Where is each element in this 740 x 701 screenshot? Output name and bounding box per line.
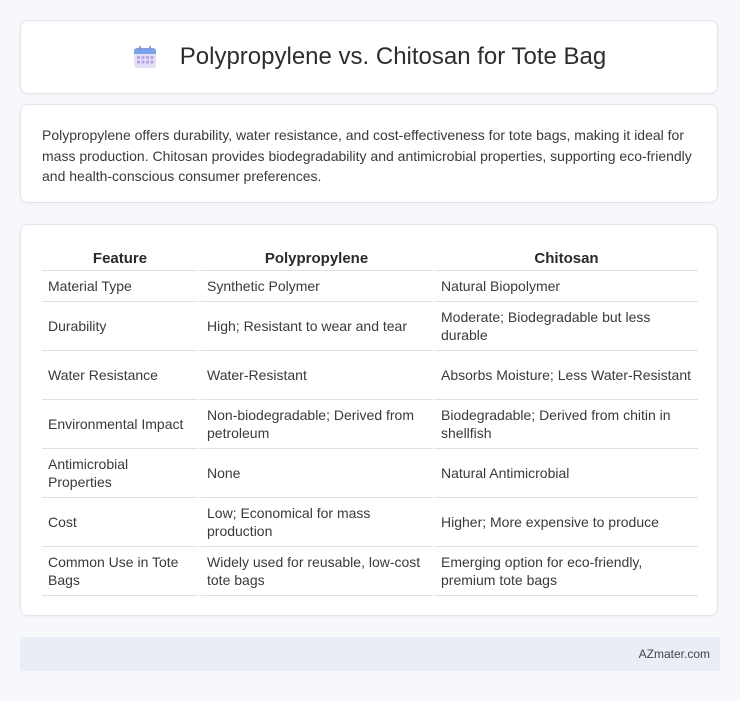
chitosan-cell: Absorbs Moisture; Less Water-Resistant bbox=[432, 351, 698, 400]
header-polypropylene: Polypropylene bbox=[198, 245, 432, 271]
chitosan-cell: Moderate; Biodegradable but less durable bbox=[432, 302, 698, 351]
chitosan-cell: Higher; More expensive to produce bbox=[432, 498, 698, 547]
polypropylene-cell: None bbox=[198, 449, 432, 498]
header-feature: Feature bbox=[42, 245, 198, 271]
table-row bbox=[42, 547, 698, 596]
page-title: Polypropylene vs. Chitosan for Tote Bag bbox=[179, 43, 607, 70]
table-row bbox=[42, 302, 698, 351]
feature-cell: Material Type bbox=[42, 271, 198, 302]
title-card bbox=[20, 20, 718, 94]
summary-text: Polypropylene offers durability, water resistance, and cost-effectiveness for tote bags, making it ideal for mass production. Chitosan provides biodegradability and antimicrobial properties, supporting eco-friendly and health-conscious consumer preferences. bbox=[42, 127, 692, 184]
feature-cell: Cost bbox=[42, 498, 198, 547]
polypropylene-cell: High; Resistant to wear and tear bbox=[198, 302, 432, 351]
table-row bbox=[42, 449, 698, 498]
table-row bbox=[42, 400, 698, 449]
table-row bbox=[42, 498, 698, 547]
feature-cell: Water Resistance bbox=[42, 351, 198, 400]
chitosan-cell: Natural Biopolymer bbox=[432, 271, 698, 302]
comparison-card bbox=[20, 224, 718, 616]
table-row bbox=[42, 271, 698, 302]
polypropylene-cell: Widely used for reusable, low-cost tote bags bbox=[198, 547, 432, 596]
chitosan-cell: Biodegradable; Derived from chitin in shellfish bbox=[432, 400, 698, 449]
feature-cell: Environmental Impact bbox=[42, 400, 198, 449]
comparison-table bbox=[42, 245, 698, 596]
title-wrap bbox=[132, 43, 606, 71]
header-chitosan: Chitosan bbox=[432, 245, 698, 271]
feature-cell: Common Use in Tote Bags bbox=[42, 547, 198, 596]
polypropylene-cell: Non-biodegradable; Derived from petroleum bbox=[198, 400, 432, 449]
polypropylene-cell: Water-Resistant bbox=[198, 351, 432, 400]
calendar-icon bbox=[132, 44, 158, 70]
feature-cell: Durability bbox=[42, 302, 198, 351]
polypropylene-cell: Low; Economical for mass production bbox=[198, 498, 432, 547]
footer-brand: AZmater.com bbox=[638, 647, 710, 661]
footer bbox=[20, 637, 720, 671]
summary-card bbox=[20, 104, 718, 203]
chitosan-cell: Emerging option for eco-friendly, premium tote bags bbox=[432, 547, 698, 596]
chitosan-cell: Natural Antimicrobial bbox=[432, 449, 698, 498]
feature-cell: Antimicrobial Properties bbox=[42, 449, 198, 498]
polypropylene-cell: Synthetic Polymer bbox=[198, 271, 432, 302]
table-header-row bbox=[42, 245, 698, 271]
table-row bbox=[42, 351, 698, 400]
